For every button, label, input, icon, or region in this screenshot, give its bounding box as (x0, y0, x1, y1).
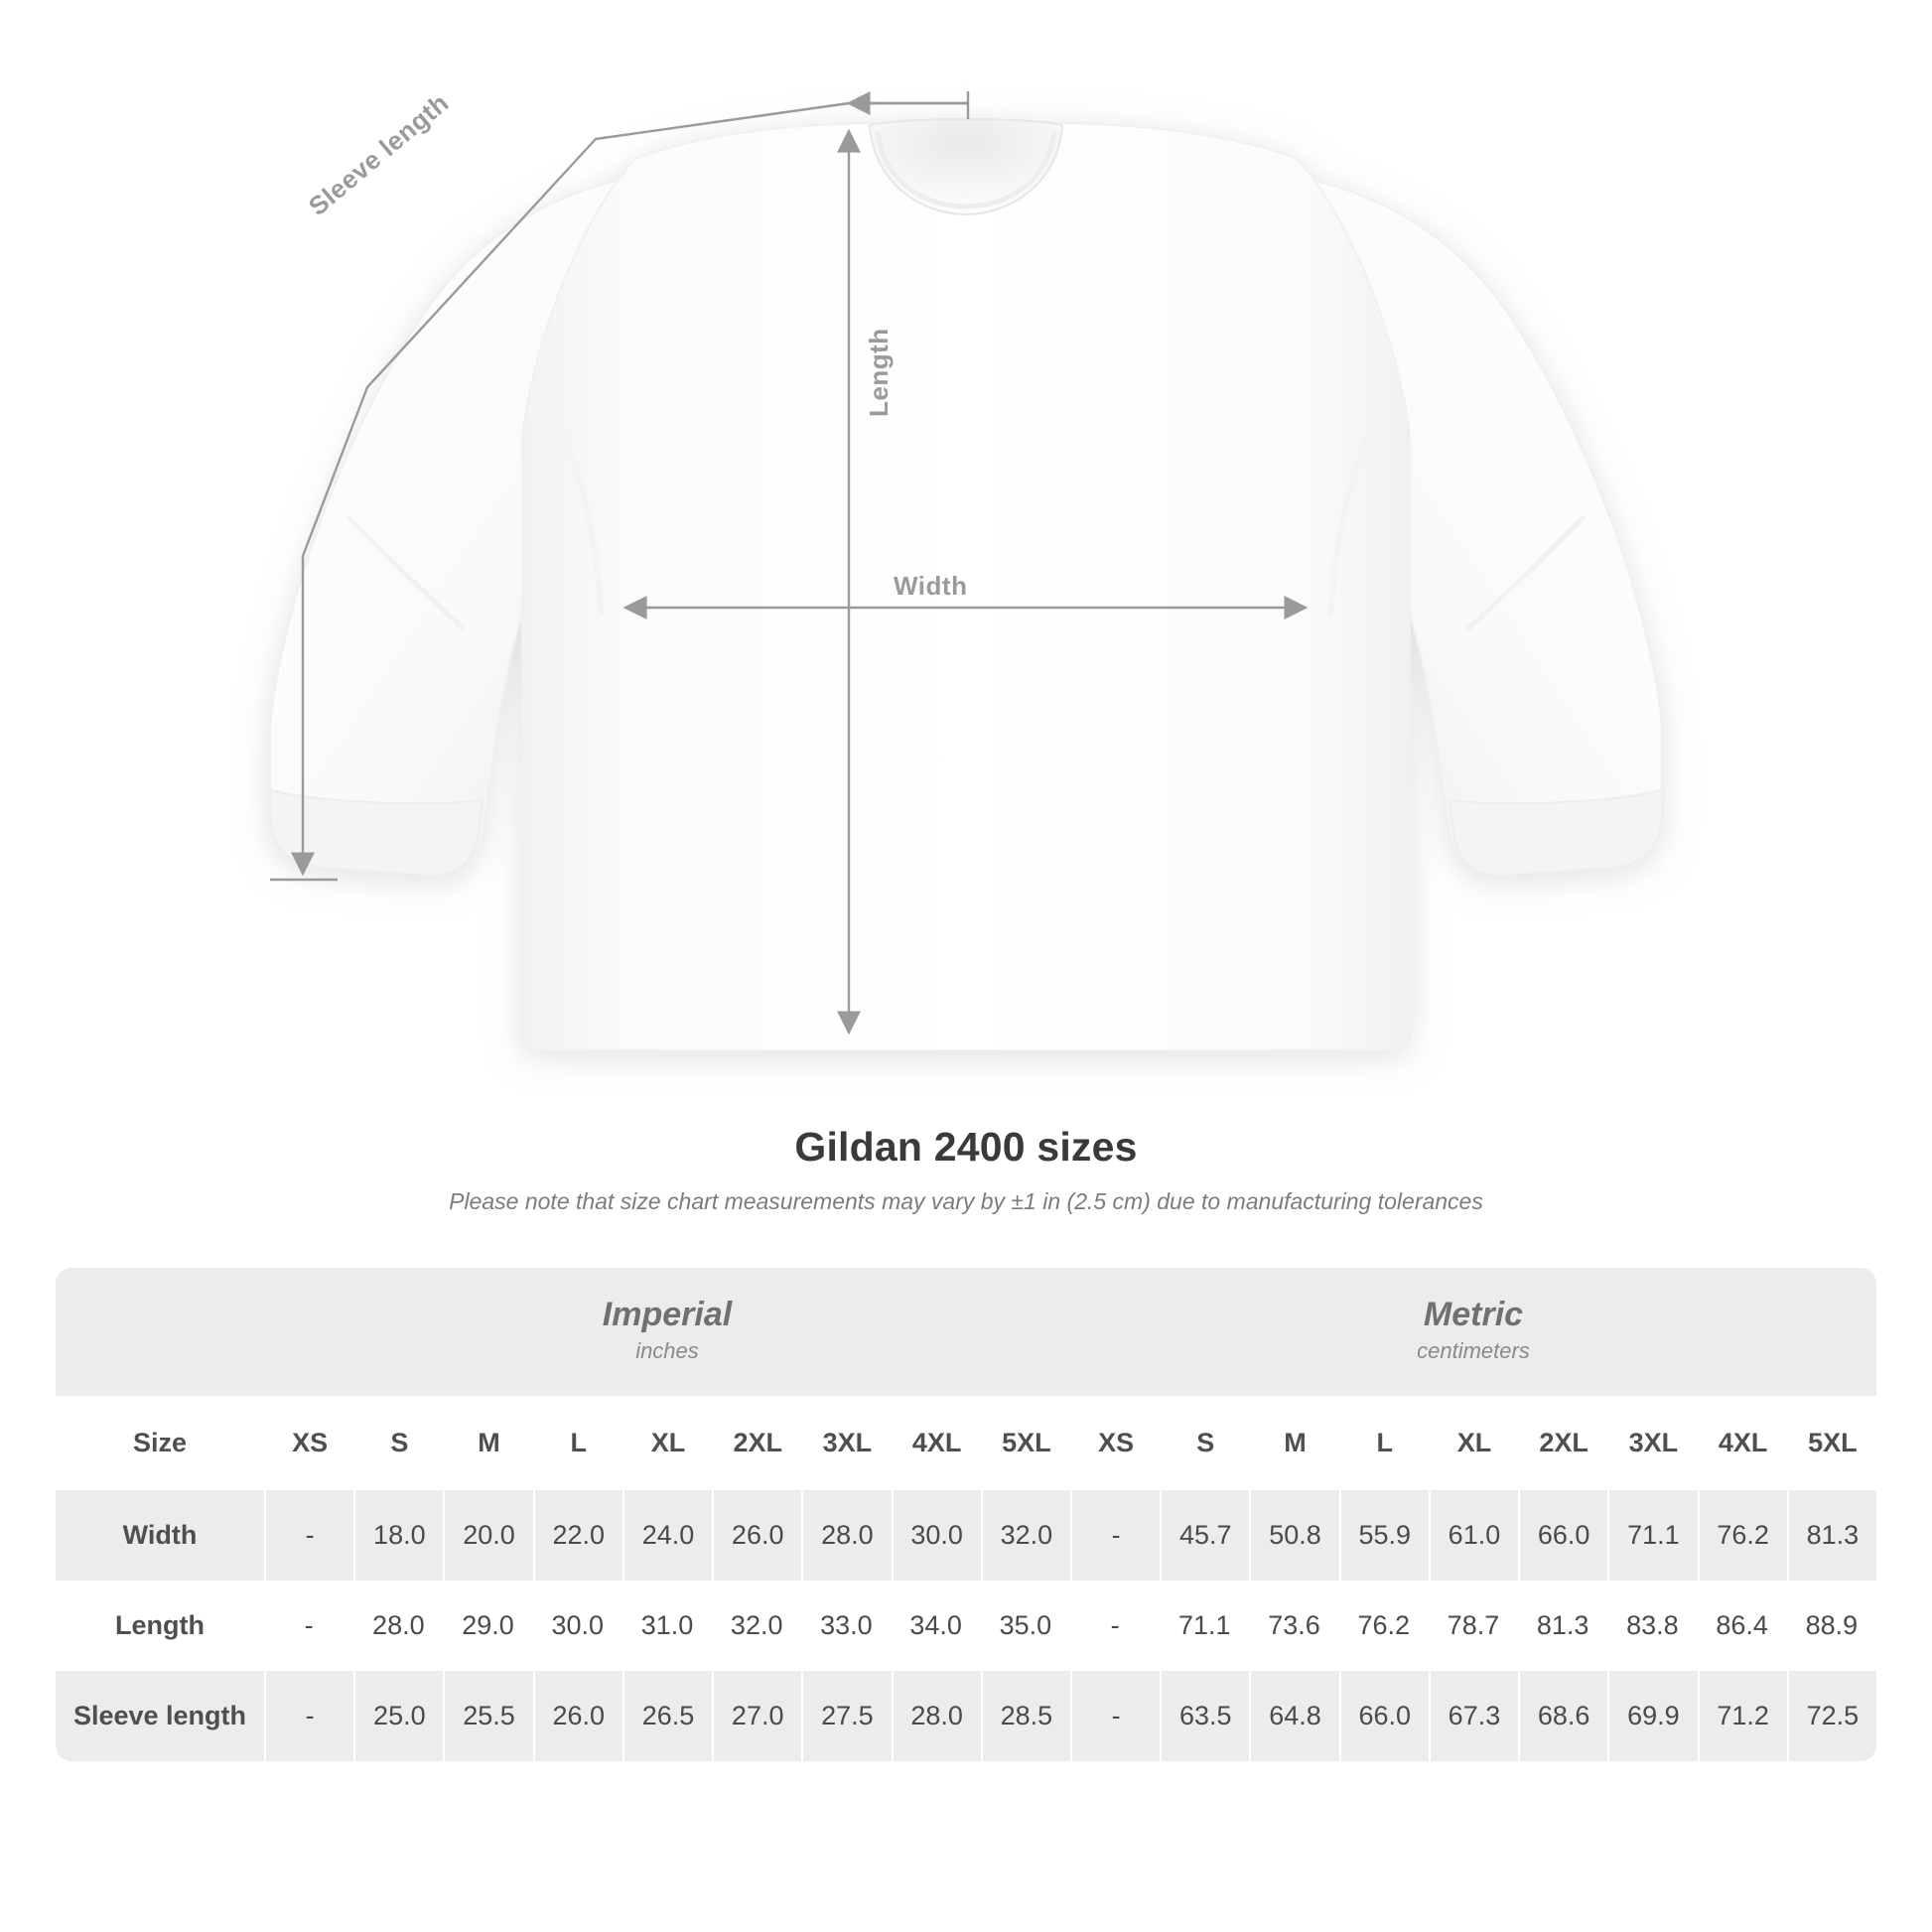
length-imperial-2xl: 32.0 (712, 1581, 801, 1671)
length-imperial-xl: 31.0 (622, 1581, 712, 1671)
header-metric-s: S (1160, 1396, 1249, 1490)
length-imperial-4xl: 34.0 (892, 1581, 981, 1671)
header-metric-m: M (1249, 1396, 1338, 1490)
sleeve-metric-m: 64.8 (1249, 1671, 1338, 1761)
header-imperial-5xl: 5XL (981, 1396, 1070, 1490)
sleeve-imperial-xs: - (264, 1671, 353, 1761)
width-metric-xs: - (1070, 1490, 1160, 1581)
header-metric-3xl: 3XL (1607, 1396, 1697, 1490)
length-metric-5xl: 88.9 (1787, 1581, 1876, 1671)
sleeve-metric-5xl: 72.5 (1787, 1671, 1876, 1761)
header-metric-5xl: 5XL (1787, 1396, 1876, 1490)
sleeve-imperial-xl: 26.5 (622, 1671, 712, 1761)
length-dimension-label: Length (864, 328, 894, 417)
sleeve-metric-xl: 67.3 (1429, 1671, 1518, 1761)
metric-group-header (1070, 1268, 1876, 1396)
length-metric-m: 73.6 (1249, 1581, 1338, 1671)
length-metric-xl: 78.7 (1429, 1581, 1518, 1671)
length-imperial-s: 28.0 (353, 1581, 443, 1671)
width-dimension-label: Width (894, 571, 968, 601)
sleeve-imperial-m: 25.5 (443, 1671, 532, 1761)
width-metric-xl: 61.0 (1429, 1490, 1518, 1581)
size-header-row (56, 1396, 1876, 1490)
metric-sublabel: centimeters (1417, 1337, 1530, 1363)
header-imperial-s: S (353, 1396, 443, 1490)
header-imperial-2xl: 2XL (712, 1396, 801, 1490)
width-metric-l: 55.9 (1339, 1490, 1429, 1581)
length-imperial-5xl: 35.0 (981, 1581, 1070, 1671)
header-size: Size (56, 1396, 264, 1490)
header-imperial-m: M (443, 1396, 532, 1490)
title-block (0, 1124, 1932, 1215)
sleeve-length-dimension-label: Sleeve length (303, 87, 455, 221)
width-imperial-5xl: 32.0 (981, 1490, 1070, 1581)
header-imperial-l: L (533, 1396, 622, 1490)
width-imperial-3xl: 28.0 (801, 1490, 891, 1581)
sleeve-metric-s: 63.5 (1160, 1671, 1249, 1761)
tolerance-note: Please note that size chart measurements may vary by ±1 in (2.5 cm) due to manufacturing tolerances (449, 1188, 1483, 1214)
sleeve-metric-4xl: 71.2 (1698, 1671, 1787, 1761)
length-metric-4xl: 86.4 (1698, 1581, 1787, 1671)
sleeve-metric-l: 66.0 (1339, 1671, 1429, 1761)
width-imperial-4xl: 30.0 (892, 1490, 981, 1581)
metric-label: Metric (1423, 1296, 1524, 1333)
length-metric-2xl: 81.3 (1518, 1581, 1607, 1671)
length-imperial-3xl: 33.0 (801, 1581, 891, 1671)
sleeve-metric-2xl: 68.6 (1518, 1671, 1607, 1761)
sleeve-imperial-s: 25.0 (353, 1671, 443, 1761)
header-imperial-4xl: 4XL (892, 1396, 981, 1490)
length-metric-s: 71.1 (1160, 1581, 1249, 1671)
length-imperial-l: 30.0 (533, 1581, 622, 1671)
row-label-width: Width (56, 1490, 264, 1581)
width-metric-2xl: 66.0 (1518, 1490, 1607, 1581)
width-metric-3xl: 71.1 (1607, 1490, 1697, 1581)
header-metric-xs: XS (1070, 1396, 1160, 1490)
page-title: Gildan 2400 sizes (794, 1124, 1138, 1170)
length-imperial-xs: - (264, 1581, 353, 1671)
sleeve-metric-3xl: 69.9 (1607, 1671, 1697, 1761)
sleeve-imperial-2xl: 27.0 (712, 1671, 801, 1761)
length-imperial-m: 29.0 (443, 1581, 532, 1671)
width-metric-5xl: 81.3 (1787, 1490, 1876, 1581)
size-table-container (56, 1268, 1876, 1761)
header-metric-4xl: 4XL (1698, 1396, 1787, 1490)
row-label-sleeve-length: Sleeve length (56, 1671, 264, 1761)
unit-spacer-cell (56, 1268, 264, 1396)
length-metric-3xl: 83.8 (1607, 1581, 1697, 1671)
width-imperial-2xl: 26.0 (712, 1490, 801, 1581)
width-metric-s: 45.7 (1160, 1490, 1249, 1581)
sleeve-imperial-5xl: 28.5 (981, 1671, 1070, 1761)
width-imperial-xl: 24.0 (622, 1490, 712, 1581)
header-imperial-xs: XS (264, 1396, 353, 1490)
unit-header-row (56, 1268, 1876, 1396)
width-imperial-xs: - (264, 1490, 353, 1581)
size-table (56, 1268, 1876, 1761)
sleeve-imperial-l: 26.0 (533, 1671, 622, 1761)
width-metric-m: 50.8 (1249, 1490, 1338, 1581)
sleeve-imperial-3xl: 27.5 (801, 1671, 891, 1761)
length-metric-xs: - (1070, 1581, 1160, 1671)
header-imperial-xl: XL (622, 1396, 712, 1490)
header-metric-2xl: 2XL (1518, 1396, 1607, 1490)
header-metric-l: L (1339, 1396, 1429, 1490)
table-row (56, 1581, 1876, 1671)
imperial-group-header (264, 1268, 1070, 1396)
sleeve-metric-xs: - (1070, 1671, 1160, 1761)
sleeve-imperial-4xl: 28.0 (892, 1671, 981, 1761)
table-row (56, 1490, 1876, 1581)
row-label-length: Length (56, 1581, 264, 1671)
width-imperial-l: 22.0 (533, 1490, 622, 1581)
imperial-sublabel: inches (635, 1337, 699, 1363)
length-metric-l: 76.2 (1339, 1581, 1429, 1671)
table-row (56, 1671, 1876, 1761)
width-imperial-m: 20.0 (443, 1490, 532, 1581)
width-imperial-s: 18.0 (353, 1490, 443, 1581)
imperial-label: Imperial (602, 1296, 733, 1333)
header-imperial-3xl: 3XL (801, 1396, 891, 1490)
width-metric-4xl: 76.2 (1698, 1490, 1787, 1581)
header-metric-xl: XL (1429, 1396, 1518, 1490)
